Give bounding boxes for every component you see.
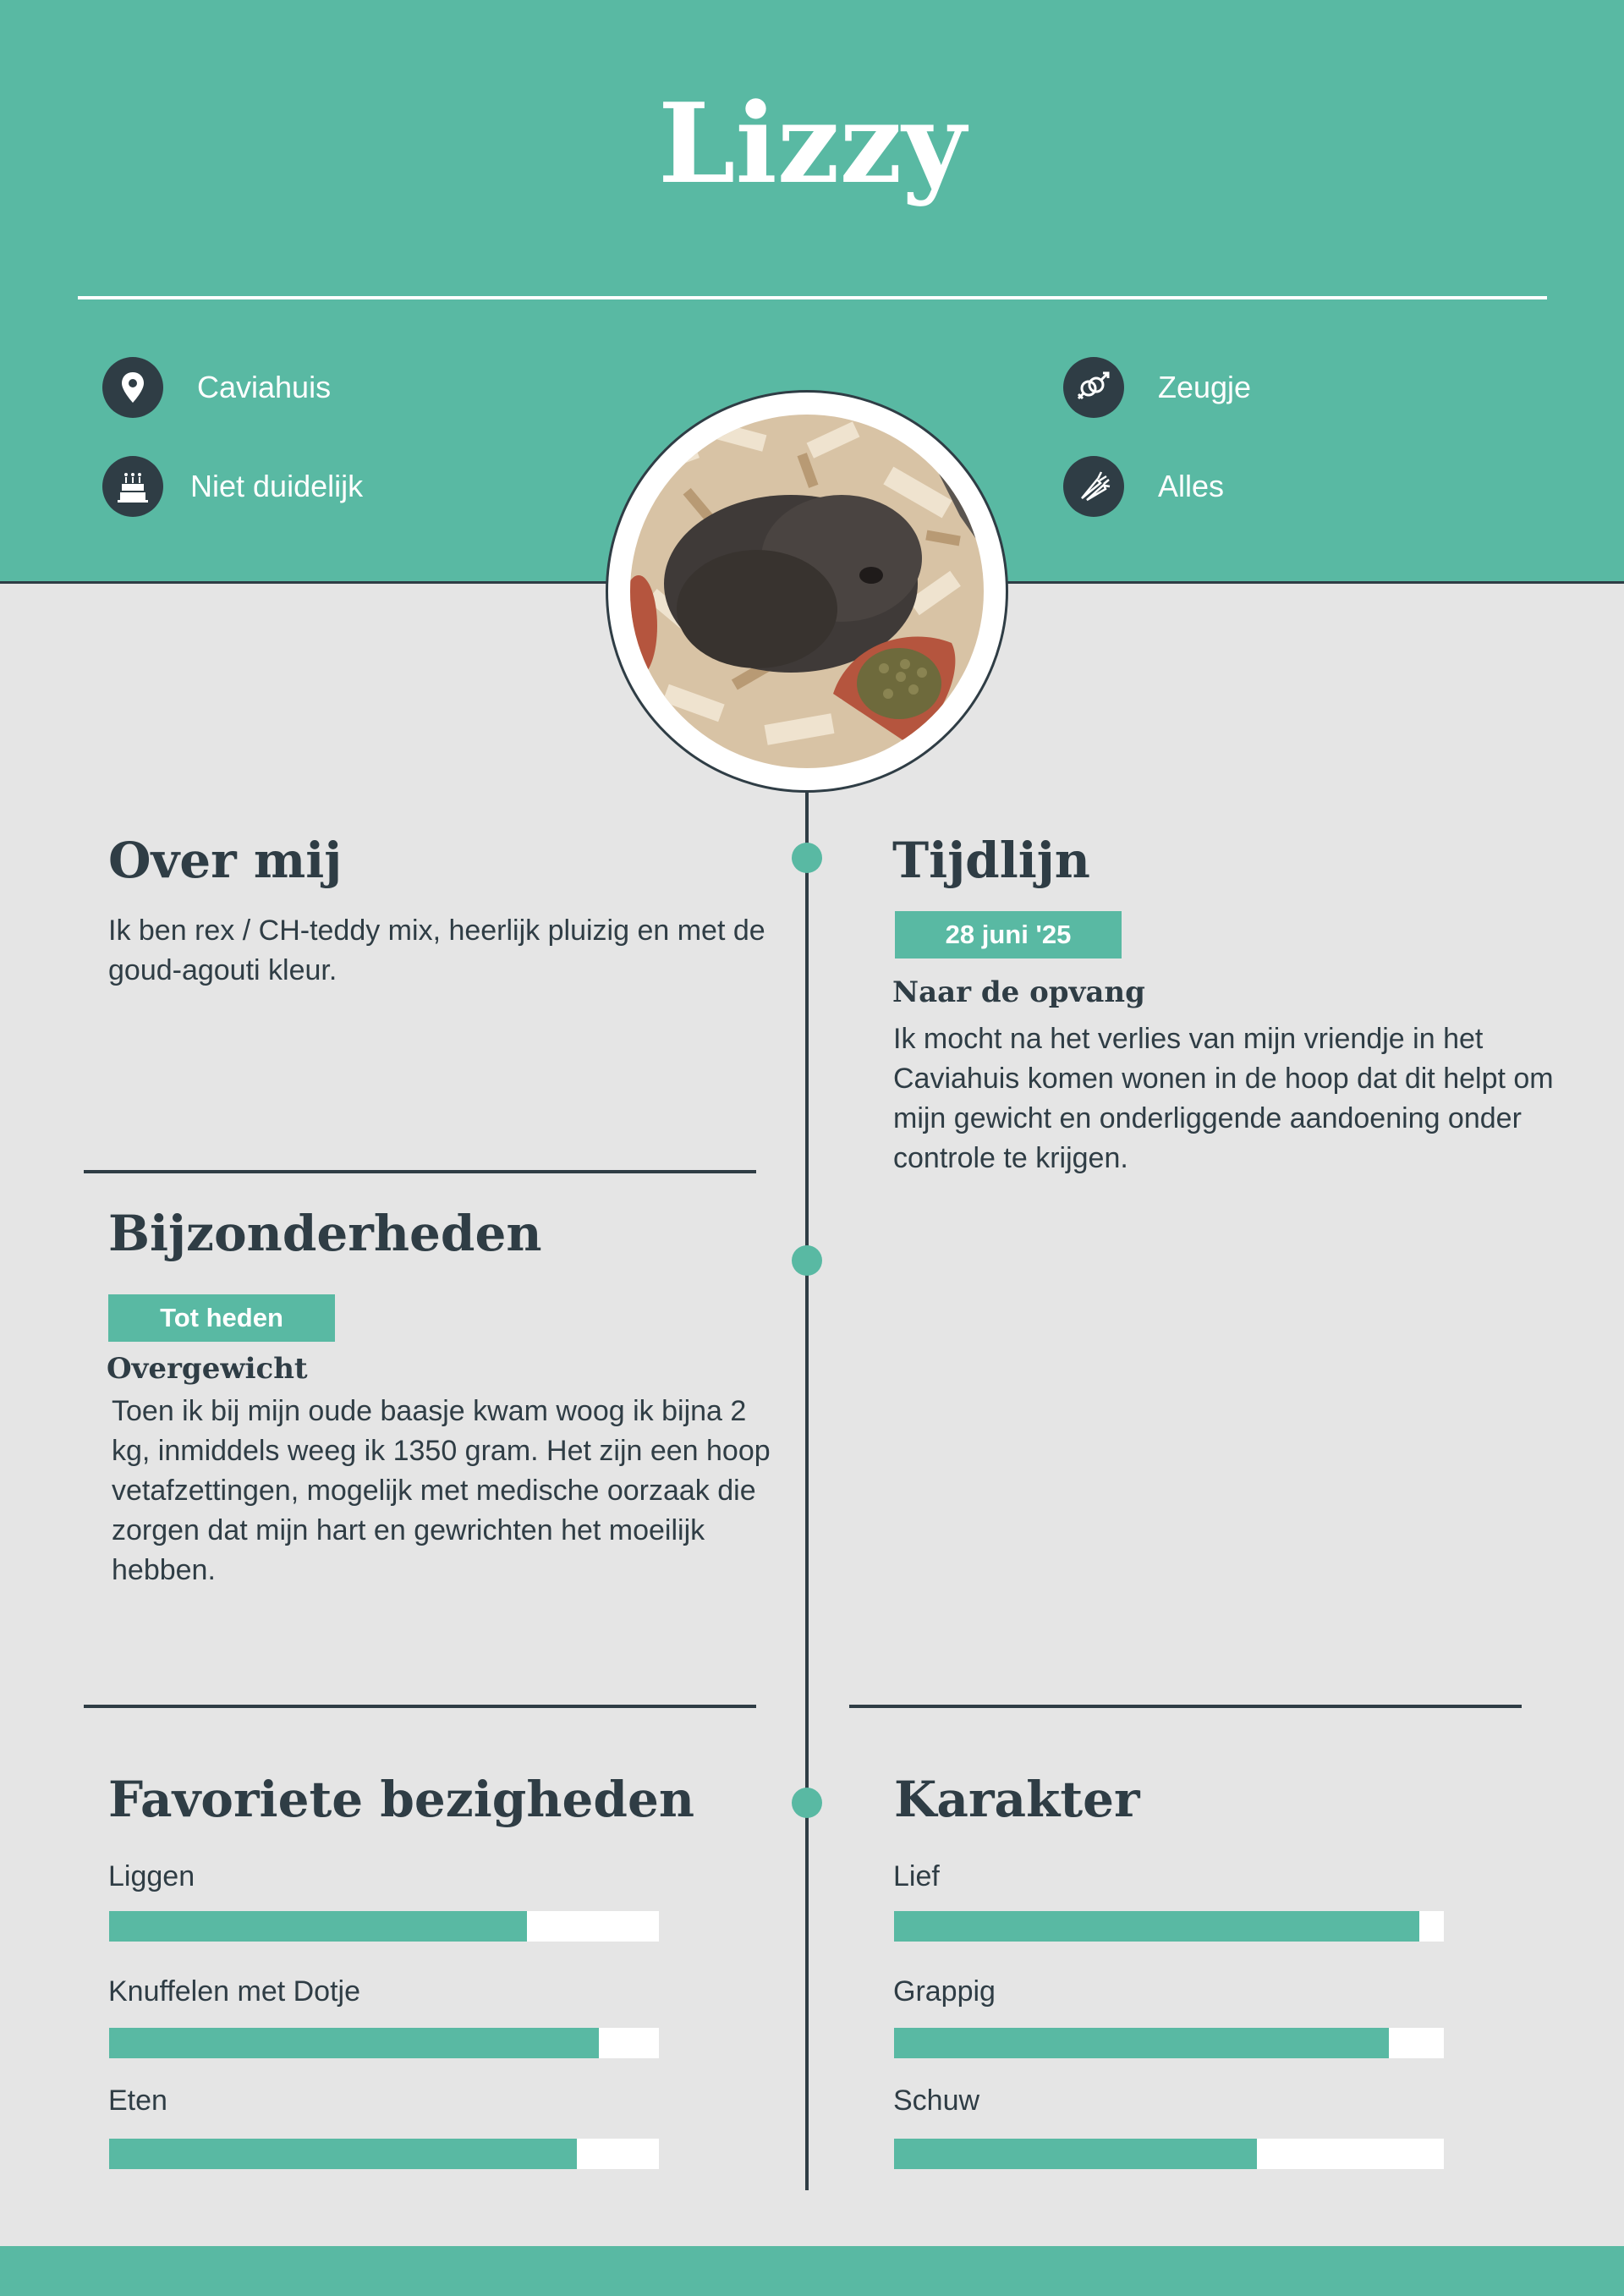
guinea-pig-photo <box>630 415 984 768</box>
timeline-title: Tijdlijn <box>892 832 1090 889</box>
carrots-icon <box>1063 456 1124 517</box>
activity-label: Knuffelen met Dotje <box>108 1975 360 2008</box>
character-bar <box>894 2028 1444 2058</box>
header-divider <box>78 296 1547 299</box>
activity-bar-fill <box>109 1911 527 1942</box>
location-label: Caviahuis <box>197 370 332 404</box>
info-diet <box>1063 456 1224 517</box>
activity-bar <box>109 2139 659 2169</box>
activity-bar-fill <box>109 2028 599 2058</box>
about-text: Ik ben rex / CH-teddy mix, heerlijk pluizig en met de goud-agouti kleur. <box>108 915 765 986</box>
particulars-entry-heading: Overgewicht <box>107 1352 308 1386</box>
character-bar <box>894 2139 1444 2169</box>
character-bar-fill <box>894 1911 1419 1942</box>
particulars-badge: Tot heden <box>108 1294 335 1342</box>
timeline-dot <box>792 843 822 873</box>
timeline-entry-heading: Naar de opvang <box>892 975 1145 1009</box>
timeline-dot <box>792 1245 822 1276</box>
activity-bar-fill <box>109 2139 577 2169</box>
character-label: Schuw <box>893 2085 980 2117</box>
activity-label: Liggen <box>108 1860 195 1892</box>
activities-title: Favoriete bezigheden <box>108 1771 695 1828</box>
timeline-date-badge: 28 juni '25 <box>895 911 1122 958</box>
character-title: Karakter <box>894 1771 1140 1828</box>
info-gender <box>1063 357 1251 418</box>
birthday-label: Niet duidelijk <box>190 469 364 503</box>
map-pin-icon <box>102 357 163 418</box>
particulars-title: Bijzonderheden <box>108 1205 542 1262</box>
section-divider <box>849 1705 1522 1708</box>
gender-label: Zeugje <box>1158 370 1252 404</box>
activity-bar <box>109 2028 659 2058</box>
timeline-entry-text: Ik mocht na het verlies van mijn vriendje in het Caviahuis komen wonen in de hoop dat dit helpt om mijn gewicht en onderliggende aandoening onder controle te krijgen. <box>893 1023 1554 1174</box>
character-label: Grappig <box>893 1975 996 2008</box>
birthday-cake-icon <box>102 456 163 517</box>
footer-band <box>0 2246 1624 2296</box>
particulars-entry-text: Toen ik bij mijn oude baasje kwam woog ik bijna 2 kg, inmiddels weeg ik 1350 gram. Het zijn een hoop vetafzettingen, mogelijk met medische oorzaak die zorgen dat mijn hart en gewrichten het moeilijk hebben. <box>112 1395 771 1586</box>
about-title: Over mij <box>108 832 343 889</box>
character-bar-fill <box>894 2028 1389 2058</box>
section-divider <box>84 1705 756 1708</box>
diet-label: Alles <box>1158 469 1225 503</box>
timeline-line <box>805 793 809 2190</box>
activity-bar <box>109 1911 659 1942</box>
timeline-dot <box>792 1788 822 1818</box>
section-divider <box>84 1170 756 1173</box>
activity-label: Eten <box>108 2085 167 2117</box>
character-label: Lief <box>893 1860 940 1892</box>
character-bar <box>894 1911 1444 1942</box>
page-title: Lizzy <box>658 79 966 208</box>
info-location <box>102 357 331 418</box>
gender-symbols-icon <box>1063 357 1124 418</box>
info-birthday <box>102 456 363 517</box>
character-bar-fill <box>894 2139 1257 2169</box>
